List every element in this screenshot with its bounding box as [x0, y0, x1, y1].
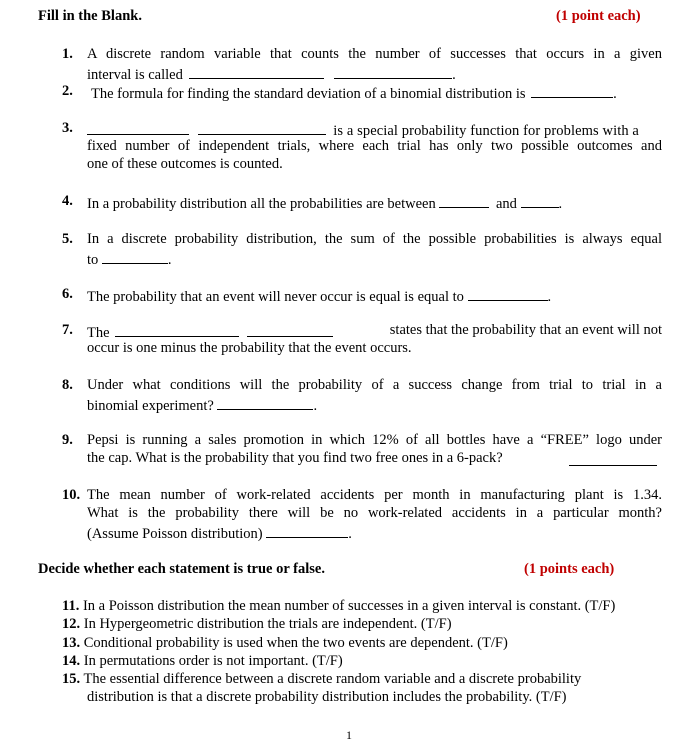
answer-blank-4b[interactable] [521, 193, 559, 208]
question-6-text: The probability that an event will never occur is equal is equal to [87, 289, 464, 305]
tf-item-15-cont: distribution is that a discrete probability distribution includes the probability. (T/F) [87, 689, 567, 705]
question-8-line2 [87, 395, 317, 415]
page-number: 1 [346, 728, 352, 742]
question-9-text-b: the cap. What is the probability that you find two free ones in a 6-pack? [87, 450, 503, 466]
tf-item-12-text: In Hypergeometric distribution the trials are independent. (T/F) [83, 616, 452, 632]
question-1-text-b: interval is called [87, 67, 183, 83]
question-number-5: 5. [62, 231, 73, 247]
question-number-4: 4. [62, 193, 73, 209]
question-1-end: . [452, 67, 456, 83]
question-8-text-b: binomial experiment? [87, 398, 214, 414]
question-5-text: In a discrete probability distribution, the sum of the possible probabilities is always equal [87, 231, 662, 247]
question-7-line1 [87, 322, 662, 342]
answer-blank-1b[interactable] [334, 64, 452, 79]
answer-blank-3b[interactable] [198, 120, 326, 135]
question-7-text-b: occur is one minus the probability that the event occurs. [87, 340, 412, 356]
answer-blank-9[interactable] [569, 451, 657, 466]
answer-blank-5[interactable] [102, 249, 168, 264]
question-number-9: 9. [62, 432, 73, 448]
question-5-end: . [167, 252, 172, 268]
question-6-line [87, 286, 551, 306]
tf-item-11-text: In a Poisson distribution the mean number of successes in a given interval is constant. (T/F) [82, 598, 616, 614]
question-number-3: 3. [62, 120, 73, 136]
answer-blank-7a[interactable] [115, 322, 239, 337]
section-title-fill-blank: Fill in the Blank. [38, 8, 142, 24]
tf-item-15-text: The essential difference between a discrete random variable and a discrete probability [83, 671, 582, 687]
tf-item-14-text: In permutations order is not important. (T/F) [83, 653, 343, 669]
question-6-end: . [547, 289, 552, 305]
answer-blank-10[interactable] [266, 523, 348, 538]
question-number-6: 6. [62, 286, 73, 302]
question-8-end: . [313, 398, 318, 414]
question-10-text-b: What is the probability there will be no work-related accidents in a particular month? [87, 505, 662, 521]
answer-blank-6[interactable] [468, 286, 548, 301]
question-5-line2 [87, 249, 172, 269]
answer-blank-4a[interactable] [439, 193, 489, 208]
question-number-10: 10. [62, 487, 81, 503]
question-7-text-a2: states that the probability that an event will not [389, 322, 662, 338]
question-3-text-a: is a special probability function for problems with a [333, 123, 639, 139]
question-1-line2 [87, 64, 456, 84]
question-9-text: Pepsi is running a sales promotion in which 12% of all bottles have a “FREE” logo under [87, 432, 662, 448]
question-5-text-b: to [87, 252, 99, 268]
question-2-end: . [613, 86, 617, 102]
question-3-text-b: fixed number of independent trials, where each trial has only two possible outcomes and [87, 138, 662, 154]
question-number-8: 8. [62, 377, 73, 393]
section-title-true-false: Decide whether each statement is true or false. [38, 561, 325, 577]
question-10-text: The mean number of work-related accidents per month in manufacturing plant is 1.34. [87, 487, 662, 503]
tf-item-11: 11. In a Poisson distribution the mean number of successes in a given interval is constant. (T/F) [62, 598, 616, 614]
section-points-true-false: (1 points each) [524, 561, 615, 577]
answer-blank-1a[interactable] [189, 64, 324, 79]
question-1-text: A discrete random variable that counts the number of successes that occurs in a given [87, 46, 662, 62]
question-10-line3 [87, 523, 352, 543]
answer-blank-7b[interactable] [247, 322, 333, 337]
answer-blank-2[interactable] [531, 83, 613, 98]
question-4-line [87, 193, 562, 213]
question-3-line1 [87, 120, 639, 140]
question-10-end: . [348, 526, 352, 542]
question-10-text-c: (Assume Poisson distribution) [87, 526, 263, 542]
question-3-text-c: one of these outcomes is counted. [87, 156, 283, 172]
question-2-line [91, 83, 617, 103]
question-7-text-a: The [87, 325, 110, 341]
answer-blank-8[interactable] [217, 395, 313, 410]
question-4-end: . [558, 196, 563, 212]
question-2-text: The formula for finding the standard deviation of a binomial distribution is [91, 86, 526, 102]
tf-item-13: 13. Conditional probability is used when the two events are dependent. (T/F) [62, 635, 508, 651]
answer-blank-3a[interactable] [87, 120, 189, 135]
question-8-text: Under what conditions will the probability of a success change from trial to trial in a [87, 377, 662, 393]
tf-item-13-text: Conditional probability is used when the two events are dependent. (T/F) [83, 635, 508, 651]
tf-item-12: 12. In Hypergeometric distribution the trials are independent. (T/F) [62, 616, 452, 632]
question-number-7: 7. [62, 322, 73, 338]
question-number-1: 1. [62, 46, 73, 62]
tf-item-14: 14. In permutations order is not important. (T/F) [62, 653, 343, 669]
section-points-fill-blank: (1 point each) [556, 8, 641, 24]
question-4-text: In a probability distribution all the probabilities are between [87, 196, 436, 212]
question-number-2: 2. [62, 83, 73, 99]
tf-item-15: 15. The essential difference between a discrete random variable and a discrete probability [62, 671, 582, 687]
question-4-and: and [495, 196, 517, 212]
